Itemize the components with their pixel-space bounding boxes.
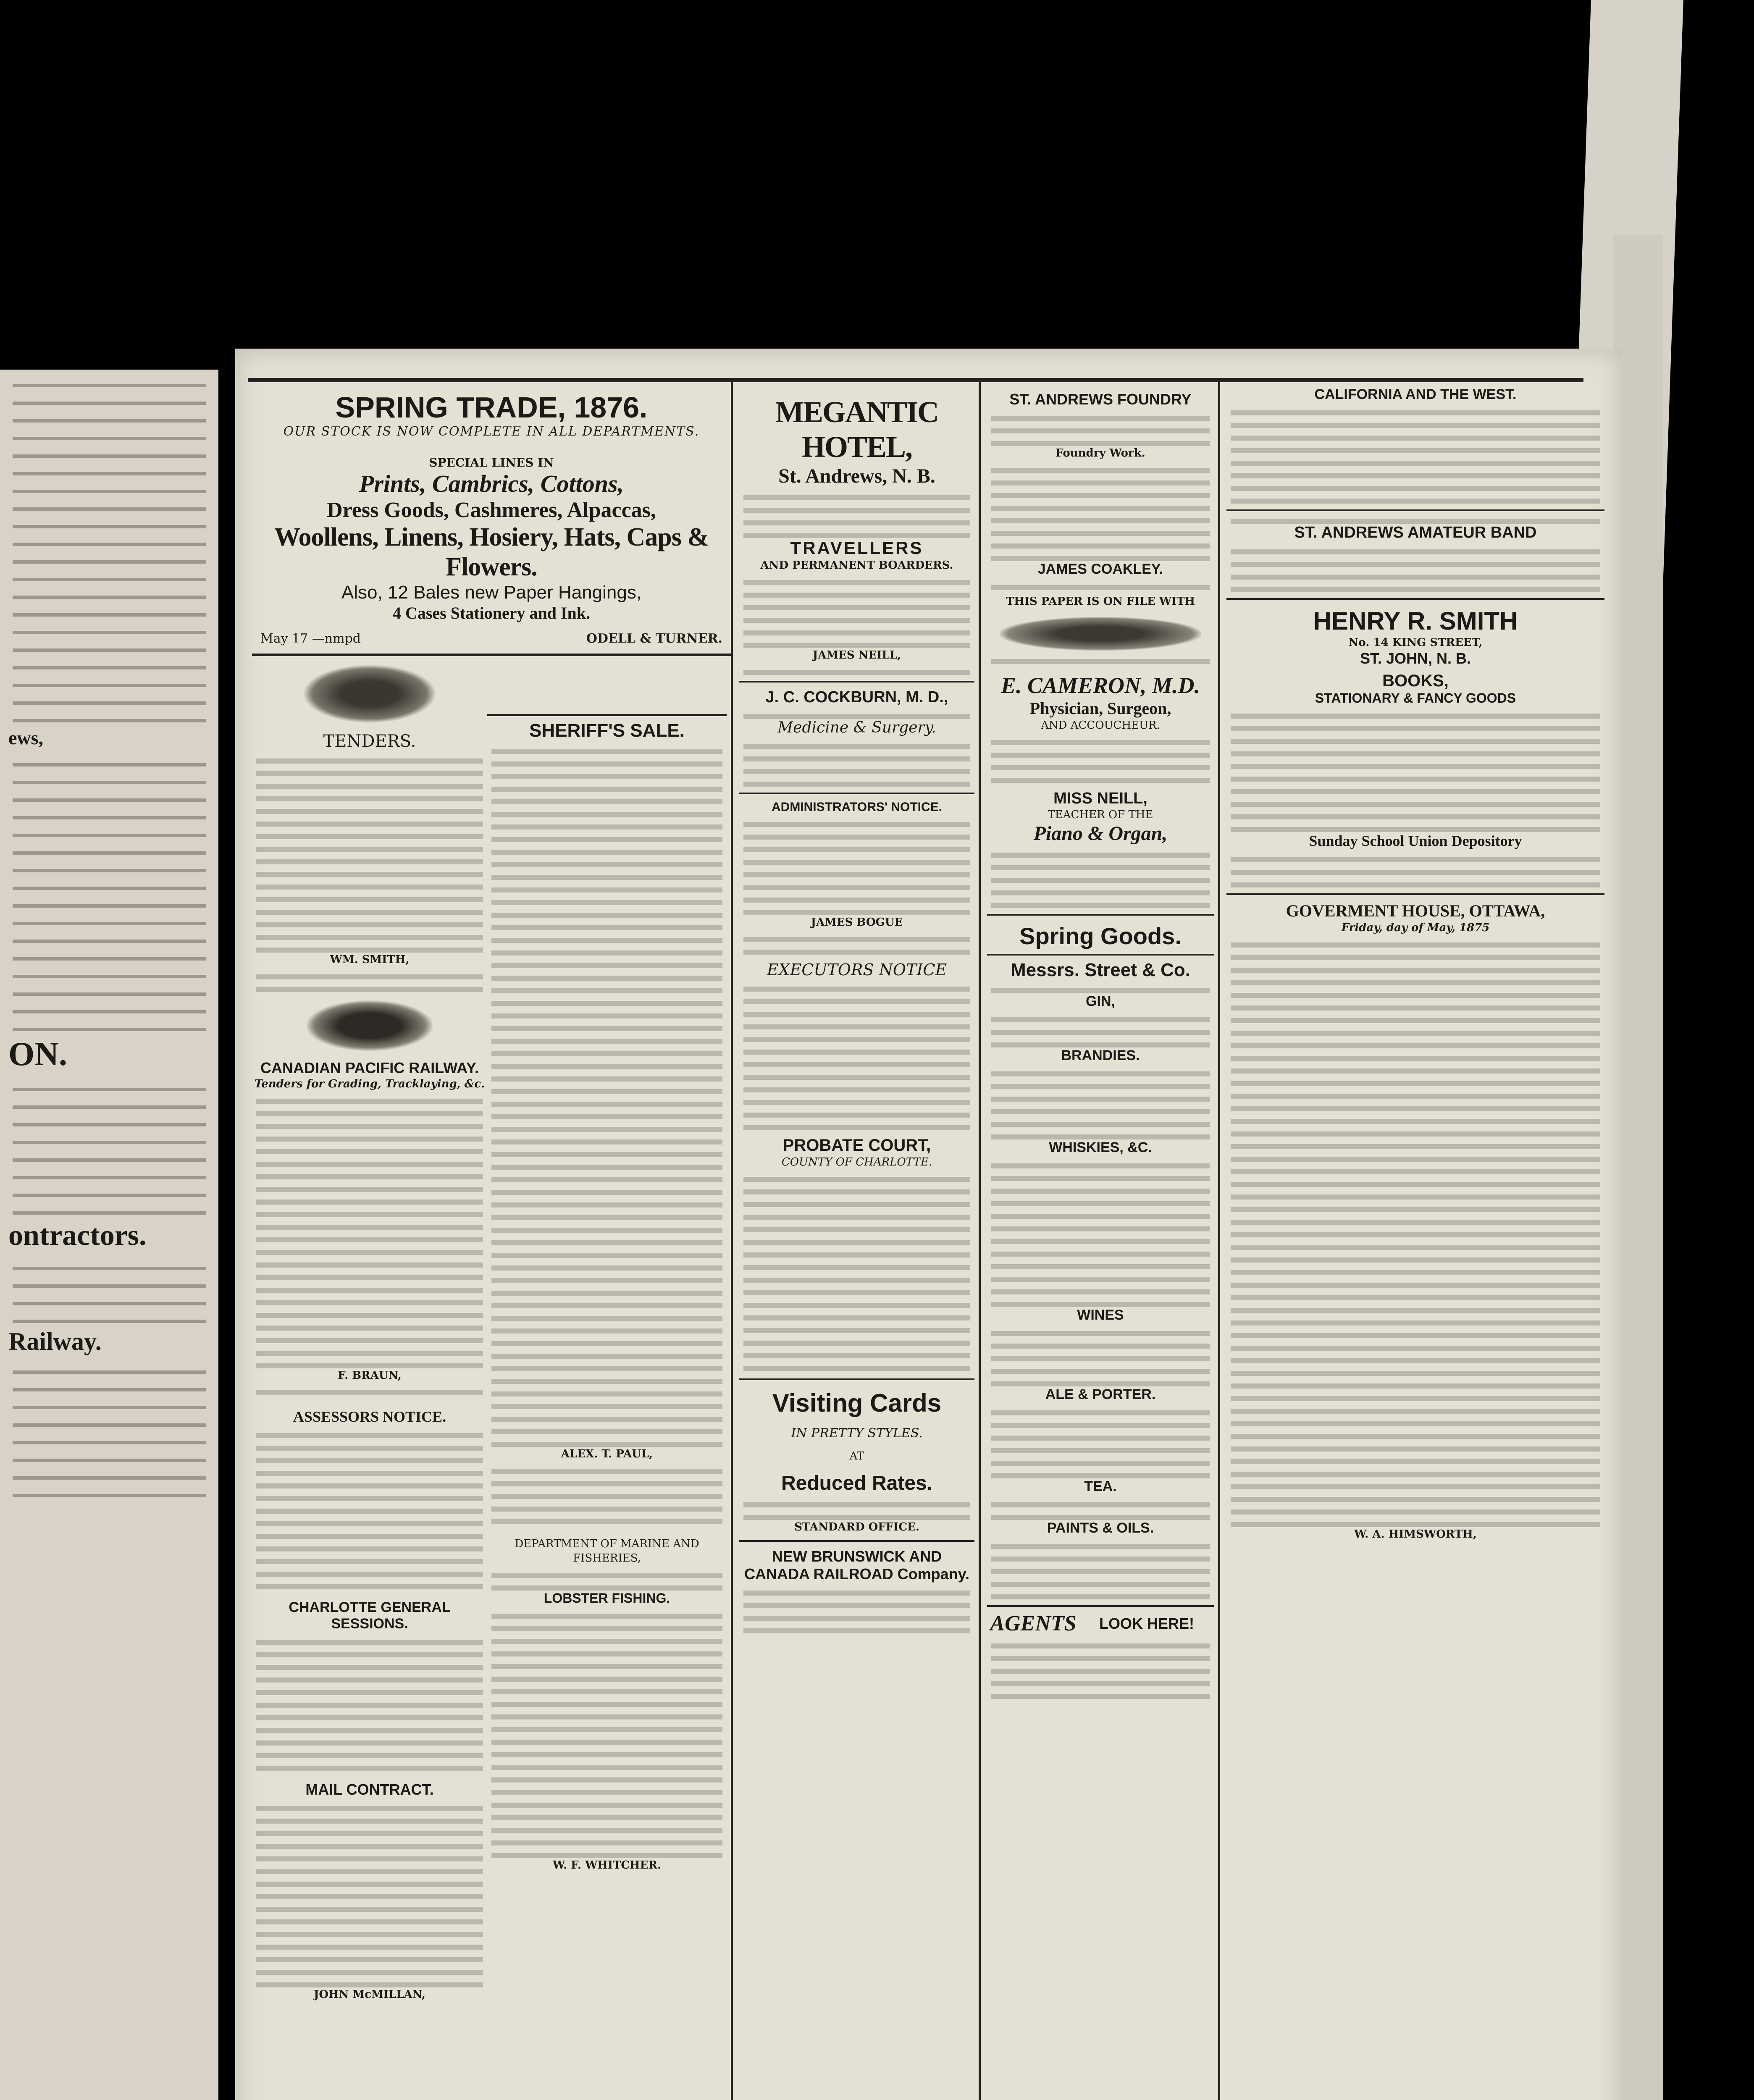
- column-4: [987, 378, 1214, 1699]
- ale-heading: ALE & PORTER.: [1045, 1386, 1156, 1402]
- admin-title: ADMINISTRATORS' NOTICE.: [771, 800, 943, 814]
- tenders-signed: WM. SMITH,: [330, 953, 410, 966]
- column-2: [487, 714, 727, 1872]
- stationary-heading: STATIONARY & FANCY GOODS: [1315, 690, 1516, 706]
- edge-fragment: ontractors.: [8, 1219, 147, 1252]
- charlotte-title: CHARLOTTE GENERAL SESSIONS.: [289, 1599, 451, 1632]
- column-rule: [979, 382, 981, 2100]
- whiskies-heading: WHISKIES, &C.: [1049, 1139, 1152, 1155]
- permanent-boarders: AND PERMANENT BOARDERS.: [760, 559, 953, 572]
- special-lines: SPECIAL LINES IN: [429, 456, 554, 470]
- cockburn-subtitle: Medicine & Surgery.: [777, 719, 936, 736]
- column-3: [739, 378, 974, 1633]
- sheriff-title: SHERIFF'S SALE.: [529, 720, 685, 741]
- brandies-heading: BRANDIES.: [1061, 1047, 1140, 1063]
- look-here: LOOK HERE!: [1099, 1614, 1194, 1632]
- tenders-title: TENDERS.: [323, 732, 416, 751]
- messrs-street: Messrs. Street & Co.: [1011, 960, 1190, 980]
- cockburn-title: J. C. COCKBURN, M. D.,: [765, 688, 948, 706]
- spring-trade-title: SPRING TRADE, 1876.: [335, 391, 648, 424]
- hotel-title: MEGANTIC HOTEL,: [775, 395, 938, 464]
- woollens-line: Woollens, Linens, Hosiery, Hats, Caps & Flowers.: [274, 523, 709, 581]
- lobster-signed: W. F. WHITCHER.: [552, 1859, 662, 1872]
- govt-title: GOVERMENT HOUSE, OTTAWA,: [1286, 901, 1545, 920]
- hotel-place: St. Andrews, N. B.: [778, 465, 935, 487]
- mail-title: MAIL CONTRACT.: [305, 1781, 434, 1798]
- crest-illustration: [307, 1000, 433, 1051]
- column-5: [1226, 378, 1604, 1541]
- visiting-at: AT: [849, 1450, 864, 1462]
- neill-subtitle: TEACHER OF THE: [1048, 808, 1153, 821]
- foundry-title: ST. ANDREWS FOUNDRY: [1009, 391, 1192, 408]
- nbcr-title: NEW BRUNSWICK AND CANADA RAILROAD Company.: [744, 1548, 969, 1583]
- spring-trade-subtitle: OUR STOCK IS NOW COMPLETE IN ALL DEPARTMENTS.: [283, 424, 700, 439]
- lobster-dept: DEPARTMENT OF MARINE AND FISHERIES,: [515, 1538, 699, 1564]
- govt-date: Friday, day of May, 1875: [1341, 921, 1490, 934]
- press-logo-illustration: [1000, 617, 1201, 651]
- cpr-signed: F. BRAUN,: [338, 1369, 402, 1382]
- agents-title: AGENTS: [990, 1612, 1077, 1635]
- executors-title: EXECUTORS NOTICE: [767, 961, 947, 979]
- visiting-subtitle: IN PRETTY STYLES.: [791, 1426, 923, 1441]
- paper-hangings-line: Also, 12 Bales new Paper Hangings,: [341, 582, 642, 603]
- smith-address: No. 14 KING STREET,: [1348, 636, 1483, 649]
- wines-heading: WINES: [1077, 1307, 1124, 1323]
- foundry-signed: JAMES COAKLEY.: [1037, 561, 1163, 577]
- amateur-band-title: ST. ANDREWS AMATEUR BAND: [1294, 524, 1537, 541]
- stationery-line: 4 Cases Stationery and Ink.: [392, 604, 591, 622]
- edge-fragment: Railway.: [8, 1328, 102, 1355]
- ad-date: May 17 —nmpd: [260, 631, 361, 646]
- govt-signed: W. A. HIMSWORTH,: [1354, 1528, 1477, 1541]
- assessors-title: ASSESSORS NOTICE.: [293, 1408, 446, 1425]
- edge-fragment: ews,: [8, 727, 44, 748]
- hotel-manager: JAMES NEILL,: [812, 649, 901, 662]
- california-title: CALIFORNIA AND THE WEST.: [1314, 386, 1517, 402]
- paints-heading: PAINTS & OILS.: [1047, 1520, 1154, 1536]
- spring-goods-title: Spring Goods.: [1019, 923, 1182, 949]
- sunday-school: Sunday School Union Depository: [1309, 832, 1522, 849]
- foundry-work: Foundry Work.: [1056, 447, 1145, 459]
- cpr-subtitle: Tenders for Grading, Tracklaying, &c.: [254, 1078, 485, 1090]
- tea-heading: TEA.: [1084, 1478, 1117, 1494]
- probate-subtitle: COUNTY OF CHARLOTTE.: [781, 1156, 932, 1168]
- ad-firm: ODELL & TURNER.: [586, 631, 722, 646]
- smith-title: HENRY R. SMITH: [1313, 607, 1518, 635]
- travellers: TRAVELLERS: [790, 538, 924, 558]
- reduced-rates: Reduced Rates.: [781, 1472, 933, 1494]
- cameron-title: E. CAMERON, M.D.: [1000, 673, 1200, 698]
- smith-city: ST. JOHN, N. B.: [1360, 650, 1471, 667]
- crest-illustration: [302, 664, 437, 723]
- gin-heading: GIN,: [1086, 993, 1115, 1009]
- dress-goods-line: Dress Goods, Cashmeres, Alpaccas,: [327, 498, 656, 522]
- neill-title: MISS NEILL,: [1053, 790, 1147, 807]
- lobster-title: LOBSTER FISHING.: [544, 1591, 670, 1606]
- cameron-acc: AND ACCOUCHEUR.: [1041, 719, 1160, 732]
- standard-office: STANDARD OFFICE.: [794, 1521, 919, 1533]
- admin-signed: JAMES BOGUE: [811, 916, 903, 929]
- cameron-subtitle: Physician, Surgeon,: [1029, 699, 1171, 718]
- piano-organ: Piano & Organ,: [1033, 822, 1168, 845]
- cpr-title: CANADIAN PACIFIC RAILWAY.: [260, 1059, 479, 1076]
- prints-line: Prints, Cambrics, Cottons,: [359, 470, 624, 497]
- adjacent-page-fragment: [0, 370, 218, 2100]
- sheriff-signed: ALEX. T. PAUL,: [561, 1448, 653, 1460]
- column-rule: [1218, 382, 1220, 2100]
- probate-title: PROBATE COURT,: [782, 1136, 931, 1155]
- books-heading: BOOKS,: [1382, 672, 1449, 690]
- mail-signed: JOHN McMILLAN,: [314, 1988, 425, 2001]
- visiting-title: Visiting Cards: [772, 1389, 942, 1417]
- edge-fragment: ON.: [8, 1036, 67, 1073]
- file-notice: THIS PAPER IS ON FILE WITH: [1006, 595, 1195, 608]
- column-rule: [731, 382, 733, 2100]
